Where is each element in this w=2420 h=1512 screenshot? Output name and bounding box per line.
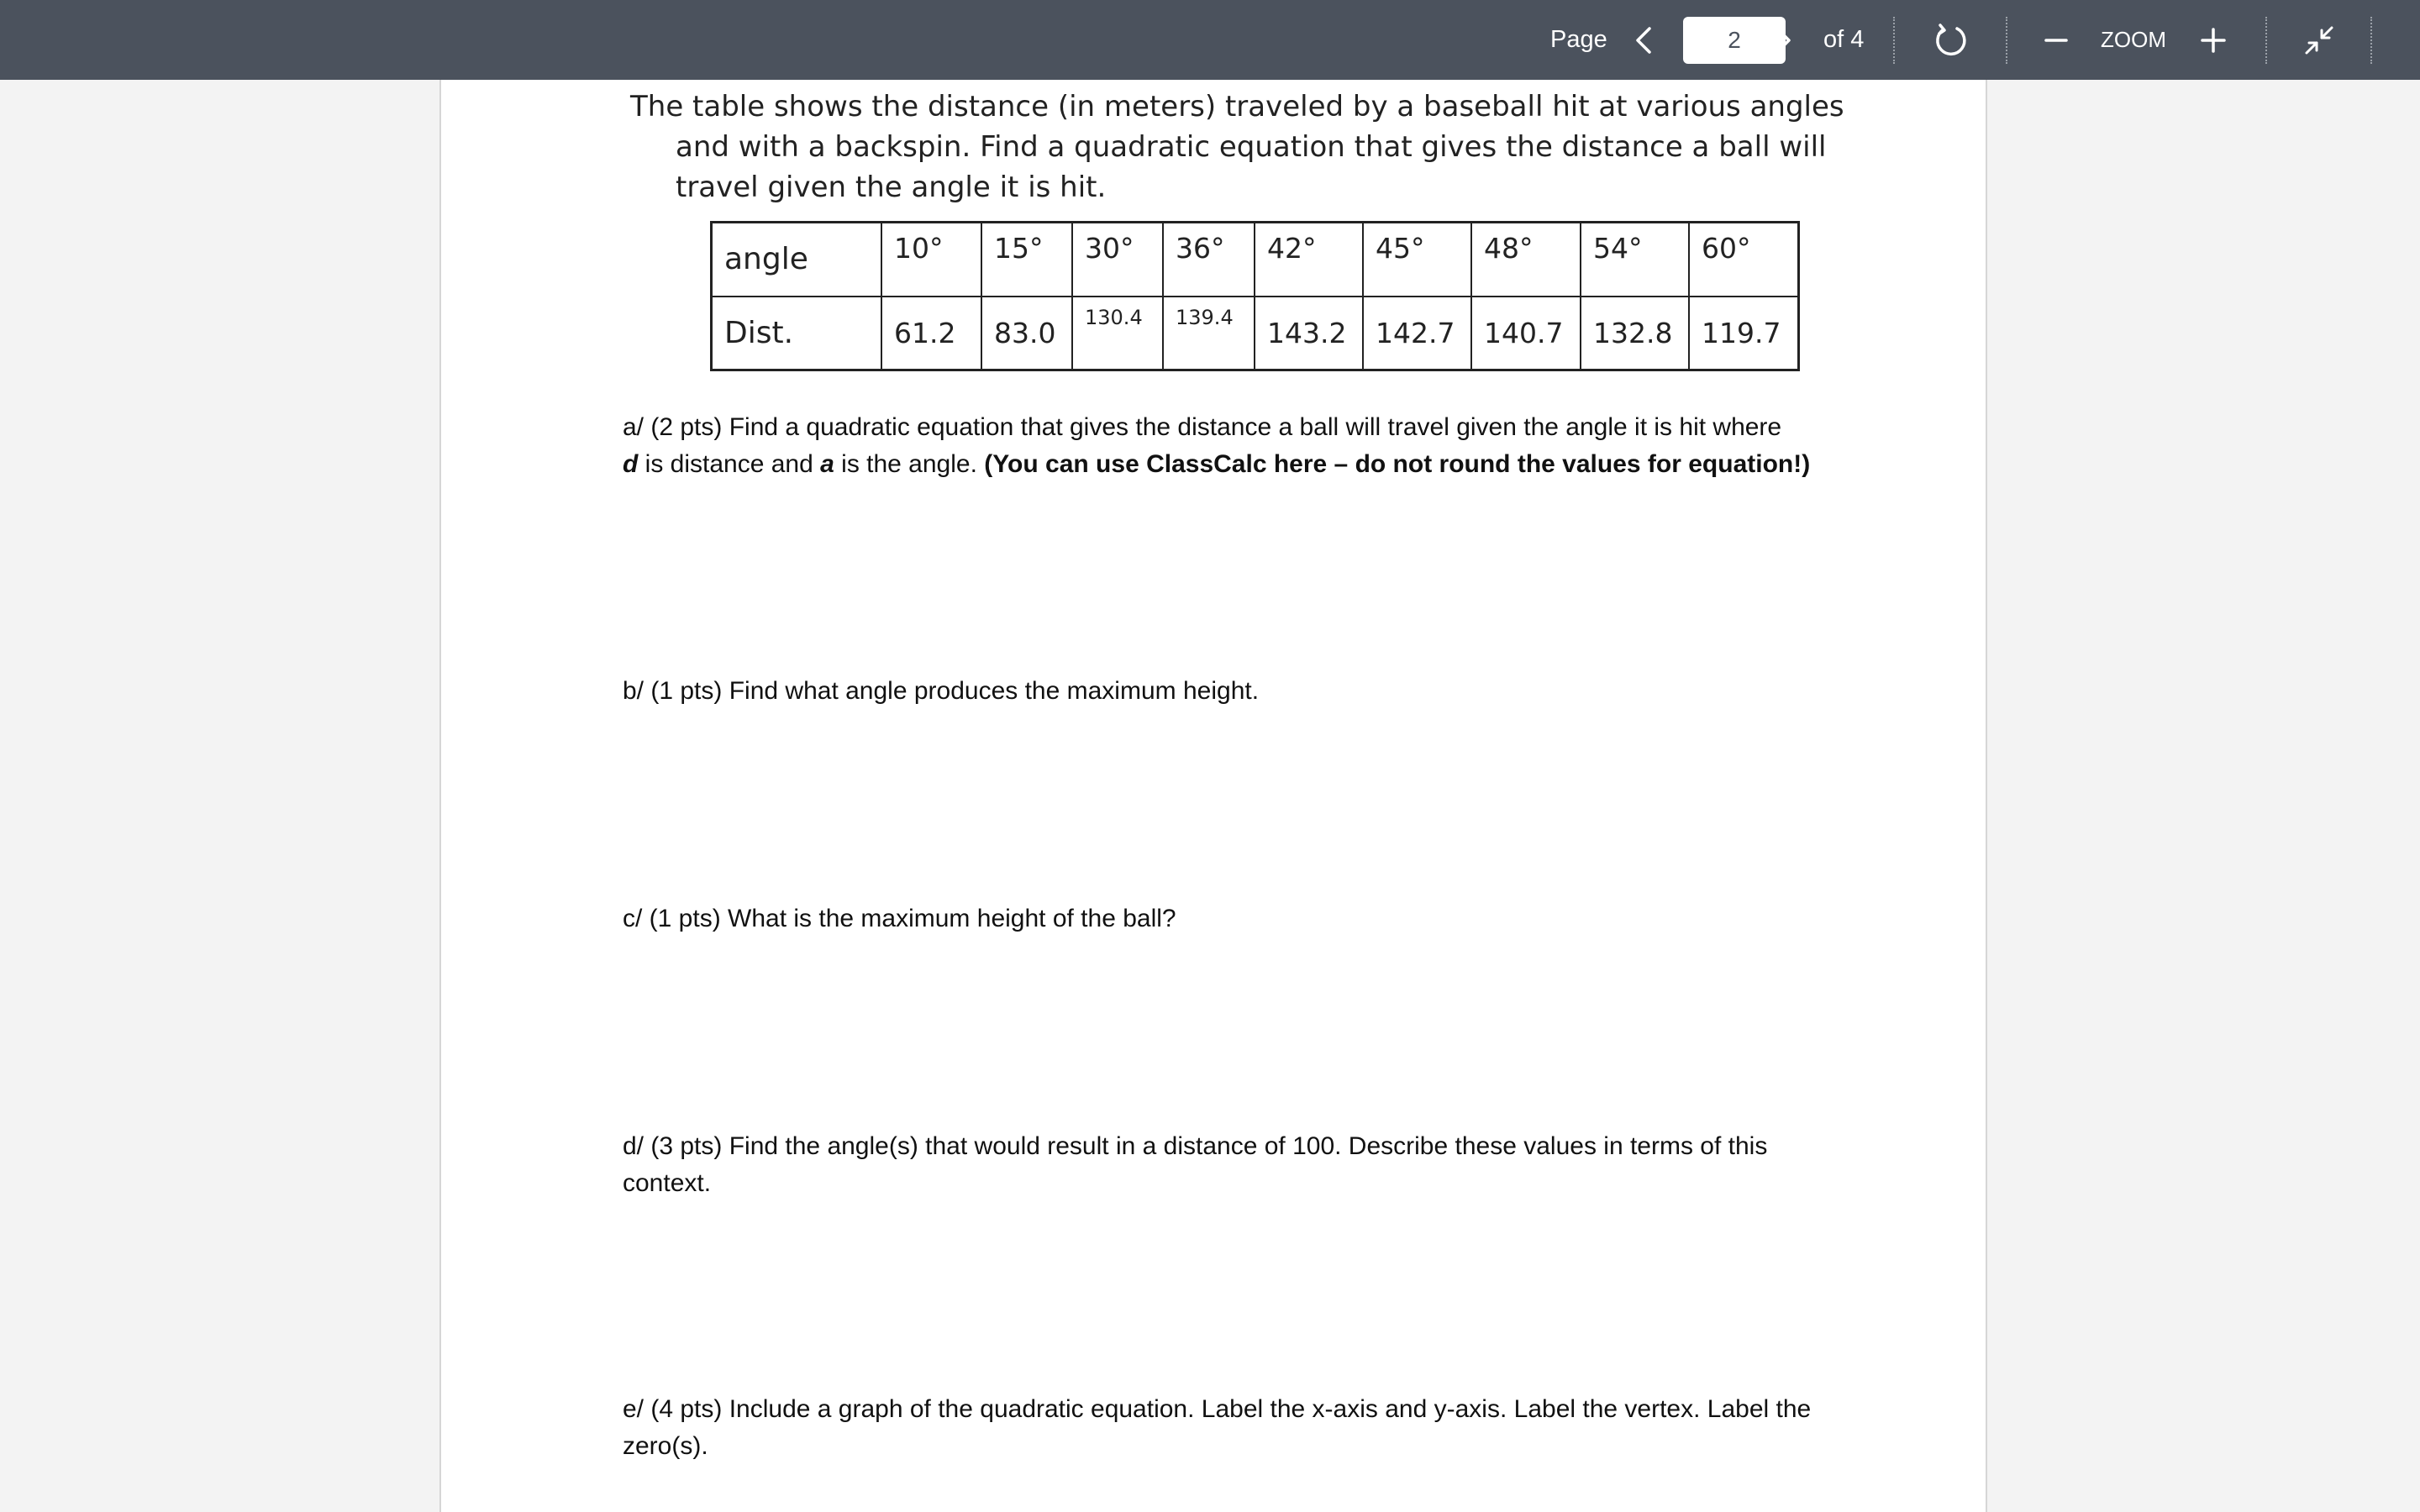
table-cell-angle: 54° bbox=[1581, 223, 1689, 297]
question-c: c/ (1 pts) What is the maximum height of the ball? bbox=[623, 905, 1176, 932]
row-header-distance: Dist. bbox=[712, 297, 882, 370]
rotate-button[interactable] bbox=[1929, 0, 1973, 80]
zoom-label: ZOOM bbox=[2101, 27, 2166, 52]
table-cell-distance: 139.4 bbox=[1163, 297, 1255, 370]
page-count-label: of 4 bbox=[1823, 26, 1865, 53]
question-a-text: is distance and bbox=[638, 450, 821, 478]
toolbar-separator bbox=[1893, 17, 1895, 64]
zoom-in-button[interactable] bbox=[2195, 0, 2232, 80]
table-row-angle bbox=[712, 223, 1799, 297]
table-cell-angle: 48° bbox=[1471, 223, 1581, 297]
zoom-out-button[interactable] bbox=[2039, 0, 2073, 80]
intro-line: and with a backspin. Find a quadratic equation that gives the distance a ball will bbox=[676, 130, 1827, 164]
table-cell-distance: 132.8 bbox=[1581, 297, 1689, 370]
page-label: Page bbox=[1550, 26, 1607, 53]
question-d: d/ (3 pts) Find the angle(s) that would result in a distance of 100. Describe these values in terms of this context. bbox=[623, 1132, 1768, 1197]
document-page bbox=[439, 80, 1987, 1512]
plus-icon bbox=[2200, 27, 2227, 54]
question-a-text: is the angle. bbox=[834, 450, 985, 478]
minus-icon bbox=[2044, 28, 2069, 53]
question-e: e/ (4 pts) Include a graph of the quadratic equation. Label the x-axis and y-axis. Label the vertex. Label the zero(s). bbox=[623, 1395, 1812, 1460]
exit-fullscreen-button[interactable] bbox=[2297, 0, 2341, 80]
pdf-toolbar bbox=[0, 0, 2420, 80]
table-cell-distance: 130.4 bbox=[1072, 297, 1163, 370]
table-cell-angle: 30° bbox=[1072, 223, 1163, 297]
table-cell-distance: 140.7 bbox=[1471, 297, 1581, 370]
row-header-angle: angle bbox=[712, 223, 882, 297]
variable-d: d bbox=[623, 450, 639, 478]
table-cell-distance: 119.7 bbox=[1689, 297, 1799, 370]
question-b: b/ (1 pts) Find what angle produces the maximum height. bbox=[623, 677, 1260, 705]
intro-line: travel given the angle it is hit. bbox=[676, 171, 1107, 204]
next-page-button[interactable] bbox=[1766, 0, 1800, 80]
rotate-icon bbox=[1933, 22, 1970, 59]
chevron-right-icon bbox=[1774, 26, 1792, 55]
table-cell-angle: 36° bbox=[1163, 223, 1255, 297]
table-cell-distance: 83.0 bbox=[981, 297, 1072, 370]
problem-intro bbox=[630, 87, 1844, 207]
chevron-left-icon bbox=[1634, 26, 1653, 55]
toolbar-separator bbox=[2370, 17, 2372, 64]
table-cell-angle: 15° bbox=[981, 223, 1072, 297]
table-cell-angle: 10° bbox=[881, 223, 981, 297]
table-cell-angle: 60° bbox=[1689, 223, 1799, 297]
previous-page-button[interactable] bbox=[1627, 0, 1660, 80]
table-cell-distance: 61.2 bbox=[881, 297, 981, 370]
table-cell-angle: 45° bbox=[1363, 223, 1471, 297]
question-a bbox=[623, 409, 1833, 483]
toolbar-separator bbox=[2265, 17, 2267, 64]
intro-line: The table shows the distance (in meters) traveled by a baseball hit at various angles bbox=[630, 90, 1844, 123]
table-row-distance bbox=[712, 297, 1799, 370]
toolbar-separator bbox=[2006, 17, 2007, 64]
variable-a: a bbox=[820, 450, 834, 478]
angle-distance-table bbox=[710, 221, 1800, 371]
table-cell-distance: 143.2 bbox=[1255, 297, 1363, 370]
table-cell-distance: 142.7 bbox=[1363, 297, 1471, 370]
collapse-arrows-icon bbox=[2302, 24, 2336, 57]
question-a-text: a/ (2 pts) Find a quadratic equation that gives the distance a ball will travel given the angle it is hit where bbox=[623, 413, 1782, 441]
table-cell-angle: 42° bbox=[1255, 223, 1363, 297]
question-a-note: (You can use ClassCalc here – do not round the values for equation!) bbox=[984, 450, 1811, 478]
